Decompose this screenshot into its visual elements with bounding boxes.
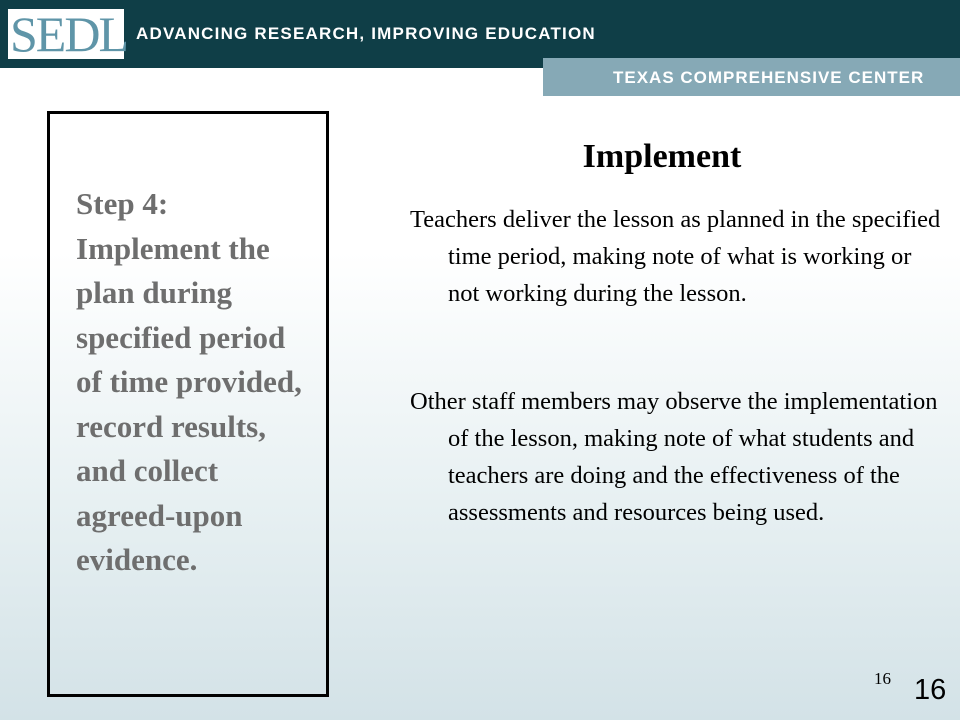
tagline: ADVANCING RESEARCH, IMPROVING EDUCATION: [136, 24, 596, 43]
paragraph-2: Other staff members may observe the implementation of the lesson, making note of what students and teachers are doing and the effectiveness of the assessments and resources being used.: [410, 388, 938, 526]
subtitle-text: TEXAS COMPREHENSIVE CENTER: [613, 68, 925, 87]
subtitle-bar: [543, 58, 960, 96]
sedl-logo: [8, 6, 127, 62]
paragraph-1: Teachers deliver the lesson as planned in the specified time period, making note of what is working or not working during the lesson.: [410, 206, 941, 307]
page-number-large: 16: [914, 674, 947, 706]
step-box: [47, 111, 329, 697]
logo-text: SEDL: [10, 6, 127, 62]
page-number-small: 16: [874, 669, 891, 688]
step-text: Step 4: Implement the plan during specified period of time provided, record results, and collect agreed-upon evidence.: [76, 186, 302, 577]
page-title: Implement: [582, 138, 742, 175]
